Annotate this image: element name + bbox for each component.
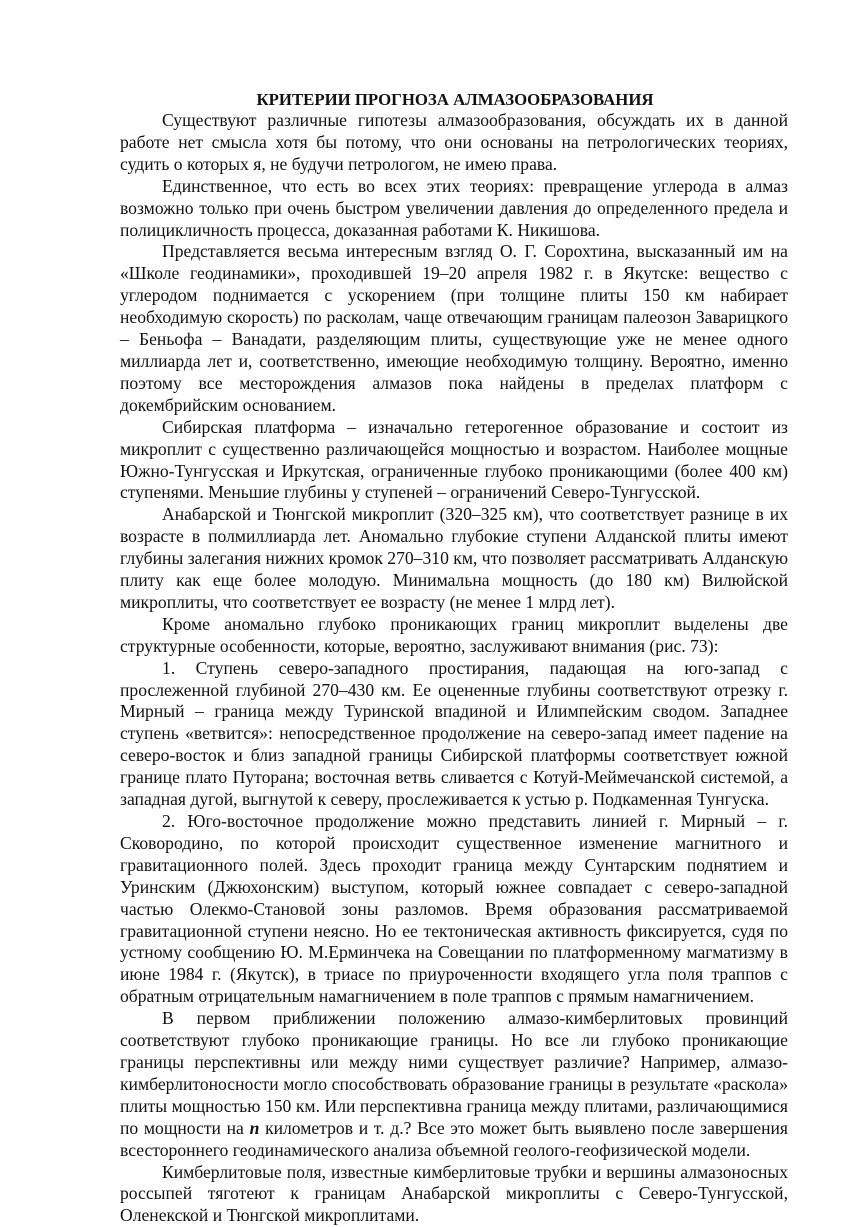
variable-n: n [250,1118,260,1138]
paragraph-anabar-tyung: Анабарской и Тюнгской микроплит (320–325 км), что соответствует разнице в их возрасте в полмиллиарда лет. Аномально глубокие ступени Алданской плиты имеют глубины залегания нижних кромок 270–310 км, что позволяет рассматривать Алданскую плиту как еще более молодую. Минимальна мощность (до 180 км) Вилюйской микроплиты, что соответствует ее возрасту (не менее 1 млрд лет). [120,504,788,614]
paragraph-structural-features: Кроме аномально глубоко проникающих границ микроплит выделены две структурные особенности, которые, вероятно, заслуживают внимания (рис. 73): [120,614,788,658]
paragraph-kimberlite-fields: Кимберлитовые поля, известные кимберлитовые трубки и вершины алмазоносных россыпей тяготеют к границам Анабарской микроплиты с Северо-Тунгусской, Оленекской и Тюнгской микроплитами. [120,1162,788,1227]
paragraph-sorokhtin-view: Представляется весьма интересным взгляд О. Г. Сорохтина, высказанный им на «Школе геодинамики», проходившей 19–20 апреля 1982 г. в Якутске: вещество с углеродом поднимается с ускорением (при толщине плиты 150 км набирает необходимую скорость) по расколам, чаще отвечающим границам палеозон Заварицкого – Беньофа – Ванадати, разделяющим плиты, существующие уже не менее одного миллиарда лет и, соответственно, имеющие необходимую толщину. Вероятно, именно поэтому все месторождения алмазов пока найдены в пределах платформ с докембрийским основанием. [120,241,788,416]
paragraph-hypotheses: Существуют различные гипотезы алмазообразования, обсуждать их в данной работе нет смысла хотя бы потому, что они основаны на петрологических теориях, судить о которых я, не будучи петрологом, не имею права. [120,110,788,176]
paragraph-carbon-transformation: Единственное, что есть во всех этих теориях: превращение углерода в алмаз возможно только при очень быстром увеличении давления до определенного предела и полицикличность процесса, доказанная работами К. Никишова. [120,176,788,242]
paragraph-first-approximation-text: В первом приближении положению алмазо-кимберлитовых провинций соответствуют глубоко проникающие границы. Но все ли глубоко проникающие границы перспективны или между ними существует различие? Например, алмазо-кимберлитоносности могло способствовать образование границы в результате «раскола» плиты мощностью 150 км. Или перспективна граница между плитами, различающимися по мощности на [120,1008,788,1138]
paragraph-item-1: 1. Ступень северо-западного простирания, падающая на юго-запад с прослеженной глубиной 270–430 км. Ее оцененные глубины соответствуют отрезку г. Мирный – граница между Туринской впадиной и Илимпейским сводом. Западнее ступень «ветвится»: непосредственное продолжение на северо-запад имеет падение на северо-восток и близ западной границы Сибирской платформы соответствует южной границе плато Путорана; восточная ветвь сливается с Котуй-Меймечанской системой, а западная дугой, выгнутой к северу, прослеживается к устью р. Подкаменная Тунгуска. [120,658,788,811]
paragraph-first-approximation [120,1008,788,1161]
paragraph-first-approximation-tail: километров и т. д.? Все это может быть выявлено после завершения всестороннего геодинамического анализа объемной геолого-геофизической модели. [120,1118,788,1160]
document-page [120,88,788,1227]
document-title: КРИТЕРИИ ПРОГНОЗА АЛМАЗООБРАЗОВАНИЯ [120,88,788,112]
paragraph-item-2: 2. Юго-восточное продолжение можно представить линией г. Мирный – г. Сковородино, по которой происходит существенное изменение магнитного и гравитационного полей. Здесь проходит граница между Сунтарским поднятием и Уринским (Джюхонским) выступом, который южнее совпадает с северо-западной частью Олекмо-Становой зоны разломов. Время образования рассматриваемой гравитационной ступени неясно. Но ее тектоническая активность фиксируется, судя по устному сообщению Ю. М.Ерминчека на Совещании по платформенному магматизму в июне 1984 г. (Якутск), в триасе по приуроченности входящего угла поля траппов с обратным отрицательным намагничением в поле траппов с прямым намагничением. [120,811,788,1008]
paragraph-siberian-platform: Сибирская платформа – изначально гетерогенное образование и состоит из микроплит с существенно различающейся мощностью и возрастом. Наиболее мощные Южно-Тунгусская и Иркутская, ограниченные глубоко проникающими (более 400 км) ступенями. Меньшие глубины у ступеней – ограничений Северо-Тунгусской. [120,417,788,505]
